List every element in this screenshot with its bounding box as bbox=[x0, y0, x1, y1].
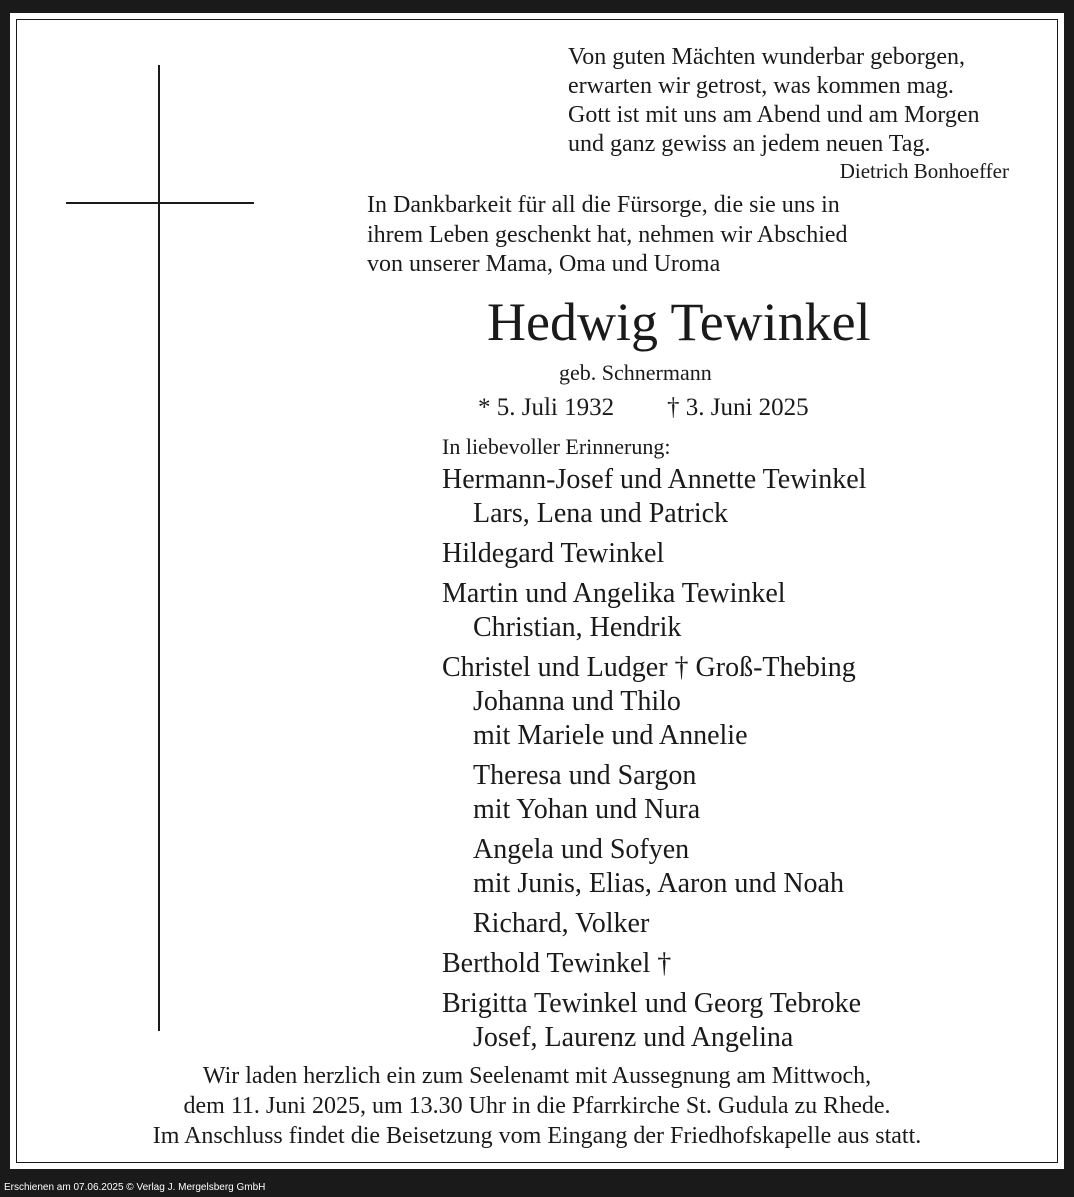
mourner-line: mit Mariele und Annelie bbox=[473, 720, 748, 751]
cross-icon-vertical bbox=[158, 65, 160, 1031]
inner-border bbox=[16, 19, 1058, 1163]
intro-line: In Dankbarkeit für all die Fürsorge, die sie uns in bbox=[367, 192, 840, 218]
mourners-list bbox=[442, 463, 866, 1055]
poem-line: und ganz gewiss an jedem neuen Tag. bbox=[568, 131, 931, 157]
closing-line: Wir laden herzlich ein zum Seelenamt mit Aussegnung am Mittwoch, bbox=[202, 1063, 872, 1089]
intro-line: ihrem Leben geschenkt hat, nehmen wir Abschied bbox=[367, 221, 848, 248]
mourner-line: mit Yohan und Nura bbox=[473, 794, 701, 825]
publication-footer: Erschienen am 07.06.2025 © Verlag J. Mergelsberg GmbH bbox=[4, 1182, 266, 1193]
mourner-line: Martin und Angelika Tewinkel bbox=[442, 578, 786, 609]
mourner-line: Hermann-Josef und Annette Tewinkel bbox=[442, 464, 867, 495]
mourner-line: Josef, Laurenz und Angelina bbox=[473, 1022, 794, 1053]
closing-line: dem 11. Juni 2025, um 13.30 Uhr in die Pfarrkirche St. Gudula zu Rhede. bbox=[183, 1093, 891, 1119]
mourner-line: Berthold Tewinkel † bbox=[442, 948, 672, 979]
memory-label: In liebevoller Erinnerung: bbox=[442, 434, 671, 459]
mourner-line: Hildegard Tewinkel bbox=[442, 538, 665, 569]
mourner-line: Christel und Ludger † Groß-Thebing bbox=[442, 652, 856, 683]
mourner-line: Theresa und Sargon bbox=[473, 760, 697, 791]
obituary-card bbox=[10, 13, 1064, 1169]
mourner-line: Johanna und Thilo bbox=[473, 686, 681, 717]
intro-line: von unserer Mama, Oma und Uroma bbox=[367, 251, 721, 277]
closing-line: Im Anschluss findet die Beisetzung vom Eingang der Friedhofskapelle aus statt. bbox=[152, 1123, 922, 1149]
poem bbox=[568, 43, 980, 159]
mourner-line: Lars, Lena und Patrick bbox=[473, 498, 729, 529]
birth-date: * 5. Juli 1932 bbox=[478, 394, 615, 421]
death-date: † 3. Juni 2025 bbox=[667, 394, 809, 421]
cross-icon-horizontal bbox=[66, 202, 254, 204]
poem-author: Dietrich Bonhoeffer bbox=[839, 159, 1009, 183]
service-announcement bbox=[17, 1061, 1057, 1151]
mourner-line: Brigitta Tewinkel und Georg Tebroke bbox=[442, 988, 862, 1019]
mourner-line: Angela und Sofyen bbox=[473, 834, 690, 865]
mourner-line: mit Junis, Elias, Aaron und Noah bbox=[473, 868, 844, 899]
poem-line: Gott ist mit uns am Abend und am Morgen bbox=[568, 102, 980, 128]
poem-line: Von guten Mächten wunderbar geborgen, bbox=[568, 44, 966, 70]
intro-text bbox=[367, 191, 848, 280]
poem-line: erwarten wir getrost, was kommen mag. bbox=[568, 73, 954, 99]
maiden-name: geb. Schnermann bbox=[559, 360, 712, 385]
mourner-line: Richard, Volker bbox=[473, 908, 650, 939]
deceased-name: Hedwig Tewinkel bbox=[487, 292, 871, 352]
mourner-line: Christian, Hendrik bbox=[473, 612, 682, 643]
